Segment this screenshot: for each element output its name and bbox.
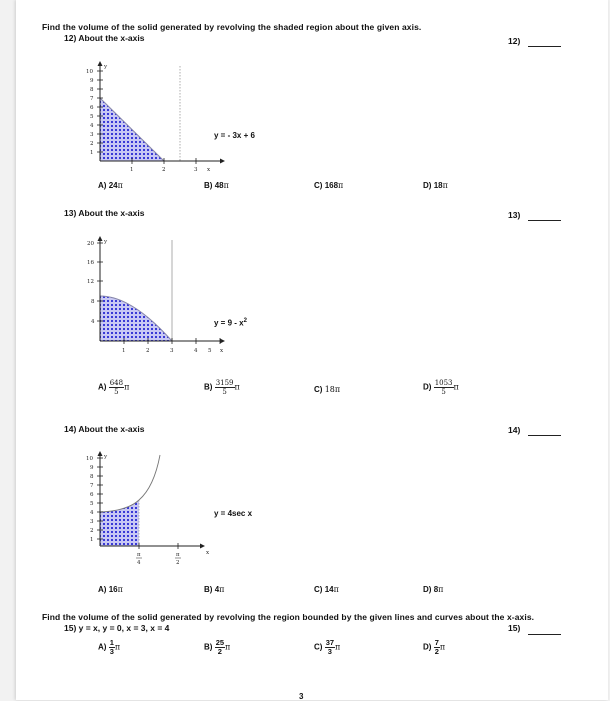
y-axis-arrow (98, 236, 103, 241)
x-tick-label: 2 (146, 348, 150, 354)
y-tick-label: 20 (87, 241, 94, 247)
graph-q12 (82, 60, 222, 180)
choice-15-d[interactable]: D) $\frac{7}{2}$ π (423, 638, 446, 656)
choice-15-b[interactable]: B) $\frac{25}{2}$ π (204, 638, 231, 656)
y-tick-label: 6 (90, 492, 94, 498)
y-tick-label: 5 (90, 114, 94, 120)
y-tick-label: 10 (86, 456, 93, 462)
y-tick-label: 7 (90, 96, 94, 102)
y-tick-label: 2 (90, 528, 94, 534)
curve-4sec-x (100, 455, 160, 512)
choice-14-a[interactable]: A) 16π (98, 585, 123, 594)
answer-blank-14[interactable] (528, 435, 561, 436)
x-axis-arrow (220, 159, 225, 164)
y-tick-label: 4 (91, 319, 95, 325)
choice-13-d[interactable]: D) $\frac{1053}{5}$ π (423, 379, 459, 396)
x-tick-label: 3 (194, 167, 198, 173)
shaded-region (100, 500, 139, 546)
answer-blank-13[interactable] (528, 220, 561, 221)
x-tick-label: 5 (208, 348, 212, 354)
question-13-number: 13) (508, 210, 521, 220)
choice-14-d[interactable]: D) 8π (423, 585, 444, 594)
choice-15-c[interactable]: C) $\frac{37}{3}$ π (314, 638, 341, 656)
x-axis-arrow (200, 544, 205, 549)
graph-q13 (82, 235, 222, 365)
x-axis-label: x (220, 348, 224, 354)
x-tick-label: π (137, 552, 141, 558)
y-tick-label: 5 (90, 501, 94, 507)
x-tick-label: 2 (162, 167, 166, 173)
y-tick-label: 8 (90, 87, 94, 93)
instruction-revolve-bounded: Find the volume of the solid generated by revolving the region bounded by the given lines and curves about the x-axis. (42, 612, 535, 622)
choice-12-b[interactable]: B) 48π (204, 181, 229, 190)
equation-q12: y = - 3x + 6 (214, 131, 255, 140)
y-tick-label: 3 (90, 519, 94, 525)
y-tick-label: 9 (90, 78, 94, 84)
question-12-label: 12) About the x-axis (64, 33, 145, 43)
answer-blank-15[interactable] (528, 634, 561, 635)
choice-14-c[interactable]: C) 14π (314, 585, 339, 594)
question-15-number: 15) (508, 623, 521, 633)
y-tick-label: 1 (90, 150, 94, 156)
x-axis-arrow (220, 339, 225, 344)
choice-13-b[interactable]: B) $\frac{3159}{5}$ π (204, 379, 240, 396)
question-12-number: 12) (508, 36, 521, 46)
x-axis-label: x (206, 550, 210, 556)
choice-12-a[interactable]: A) 24π (98, 181, 123, 190)
x-tick-label: 4 (194, 348, 198, 354)
y-tick-label: 3 (90, 132, 94, 138)
question-15-label: 15) y = x, y = 0, x = 3, x = 4 (64, 623, 170, 633)
x-tick-label: 1 (122, 348, 126, 354)
answer-blank-12[interactable] (528, 46, 561, 47)
y-tick-label: 8 (90, 474, 94, 480)
y-tick-label: 6 (90, 105, 94, 111)
y-tick-label: 1 (90, 537, 94, 543)
x-tick-label: 2 (176, 560, 180, 566)
shaded-region (100, 296, 172, 341)
choice-15-a[interactable]: A) $\frac{1}{3}$ π (98, 638, 121, 656)
y-axis-arrow (98, 451, 103, 456)
x-tick-label: π (176, 552, 180, 558)
y-axis-label: y (104, 64, 108, 70)
y-tick-label: 7 (90, 483, 94, 489)
x-tick-label: 1 (130, 167, 134, 173)
x-axis-label: x (207, 167, 211, 173)
y-tick-label: 9 (90, 465, 94, 471)
x-tick-label: 3 (170, 348, 174, 354)
graph-q14 (82, 450, 212, 570)
worksheet-page (16, 0, 608, 700)
equation-q13: $y = 9 - x^2$ (214, 318, 247, 328)
choice-12-d[interactable]: D) 18π (423, 181, 448, 190)
choice-12-c[interactable]: C) 168π (314, 181, 344, 190)
x-tick-label: 4 (137, 560, 141, 566)
choice-13-c[interactable]: C) 18π (314, 385, 341, 394)
y-tick-label: 2 (90, 141, 94, 147)
y-tick-label: 12 (87, 279, 94, 285)
y-axis-arrow (98, 61, 103, 66)
instruction-revolve-shaded: Find the volume of the solid generated by revolving the shaded region about the given axis. (42, 22, 422, 32)
y-axis-label: y (104, 239, 108, 245)
choice-13-a[interactable]: A) $\frac{648}{5}$ π (98, 379, 130, 396)
y-tick-label: 4 (90, 123, 94, 129)
question-14-label: 14) About the x-axis (64, 424, 145, 434)
question-13-label: 13) About the x-axis (64, 208, 145, 218)
choice-14-b[interactable]: B) 4π (204, 585, 225, 594)
equation-q14: y = 4sec x (214, 509, 253, 518)
y-tick-label: 4 (90, 510, 94, 516)
y-tick-label: 8 (91, 299, 95, 305)
y-axis-label: y (104, 454, 108, 460)
question-14-number: 14) (508, 425, 521, 435)
y-tick-label: 10 (86, 69, 93, 75)
y-tick-label: 16 (87, 260, 94, 266)
page-number: 3 (299, 692, 304, 701)
